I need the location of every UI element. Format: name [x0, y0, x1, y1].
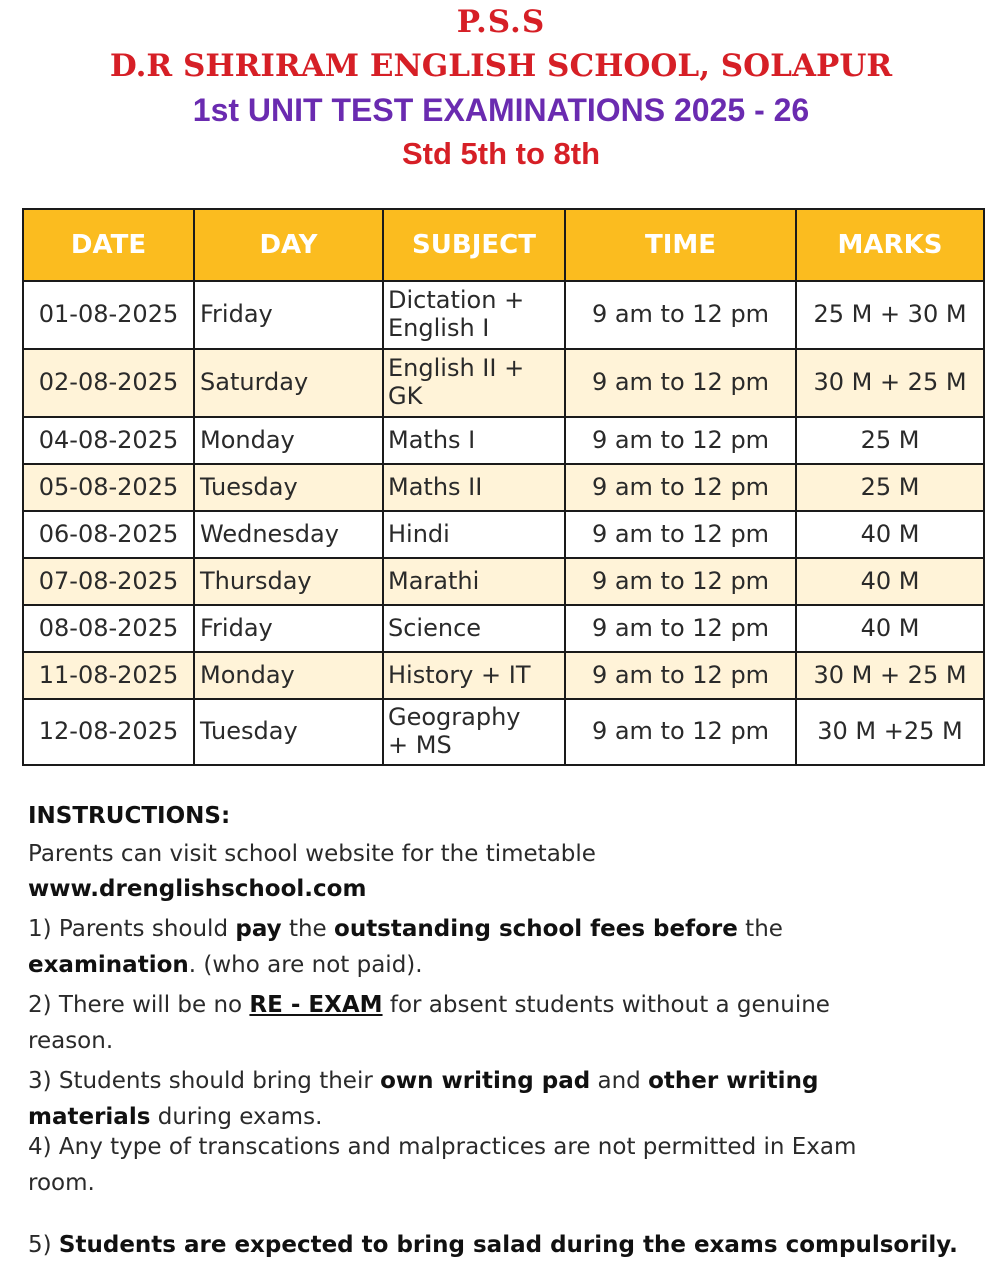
table-row — [23, 281, 984, 349]
text-run: the — [737, 916, 783, 942]
column-header-marks: MARKS — [796, 209, 984, 281]
cell-day: Saturday — [194, 349, 383, 417]
cell-date: 07-08-2025 — [23, 558, 194, 605]
table-row — [23, 699, 984, 765]
table-row — [23, 349, 984, 417]
cell-day: Friday — [194, 605, 383, 652]
text-run: for absent students without a genuine — [382, 992, 830, 1018]
cell-time: 9 am to 12 pm — [565, 652, 796, 699]
cell-subject: Maths I — [383, 417, 565, 464]
column-header-date: DATE — [23, 209, 194, 281]
table-row — [23, 464, 984, 511]
cell-date: 04-08-2025 — [23, 417, 194, 464]
subject-line-2: English I — [388, 314, 490, 342]
cell-marks: 30 M +25 M — [796, 699, 984, 765]
cell-day: Monday — [194, 417, 383, 464]
cell-time: 9 am to 12 pm — [565, 558, 796, 605]
text-run: 4) Any type of transcations and malpractices are not permitted in Exam — [28, 1134, 857, 1160]
instruction-item-1 — [28, 911, 983, 983]
cell-day: Tuesday — [194, 464, 383, 511]
instructions-intro: Parents can visit school website for the timetable — [28, 841, 596, 867]
cell-subject: Science — [383, 605, 565, 652]
text-run: materials — [28, 1104, 151, 1130]
table-row — [23, 417, 984, 464]
cell-marks: 25 M + 30 M — [796, 281, 984, 349]
column-header-day: DAY — [194, 209, 383, 281]
text-run: outstanding school fees before — [334, 916, 738, 942]
cell-day: Thursday — [194, 558, 383, 605]
cell-subject: History + IT — [383, 652, 565, 699]
text-run: RE - EXAM — [249, 992, 383, 1018]
text-run: . (who are not paid). — [188, 952, 423, 978]
text-run: other writing — [648, 1068, 819, 1094]
table-row — [23, 605, 984, 652]
cell-day: Wednesday — [194, 511, 383, 558]
cell-date: 08-08-2025 — [23, 605, 194, 652]
cell-date: 11-08-2025 — [23, 652, 194, 699]
cell-date: 12-08-2025 — [23, 699, 194, 765]
school-name: D.R SHRIRAM ENGLISH SCHOOL, SOLAPUR — [109, 48, 893, 84]
timetable — [22, 208, 985, 766]
subject-line-1: Geography — [388, 703, 521, 732]
instruction-item-3 — [28, 1063, 983, 1135]
text-run: pay — [235, 916, 282, 942]
table-row — [23, 652, 984, 699]
cell-marks: 40 M — [796, 558, 984, 605]
subject-line-2: GK — [388, 382, 423, 410]
cell-marks: 40 M — [796, 511, 984, 558]
cell-day: Friday — [194, 281, 383, 349]
table-row — [23, 558, 984, 605]
text-run: 1) Parents should — [28, 916, 236, 942]
cell-subject — [383, 281, 565, 349]
text-run: and — [590, 1068, 649, 1094]
org-title: P.S.S — [456, 4, 546, 40]
standard-label: Std 5th to 8th — [401, 136, 601, 171]
cell-date: 02-08-2025 — [23, 349, 194, 417]
exam-title: 1st UNIT TEST EXAMINATIONS 2025 - 26 — [192, 92, 810, 128]
text-run: during exams. — [150, 1104, 323, 1130]
cell-time: 9 am to 12 pm — [565, 417, 796, 464]
cell-date: 06-08-2025 — [23, 511, 194, 558]
instructions-heading: INSTRUCTIONS: — [28, 803, 231, 829]
cell-marks: 40 M — [796, 605, 984, 652]
cell-marks: 25 M — [796, 417, 984, 464]
cell-subject: Maths II — [383, 464, 565, 511]
text-run: room. — [28, 1170, 95, 1196]
column-header-time: TIME — [565, 209, 796, 281]
cell-subject — [383, 699, 565, 765]
instruction-item-5 — [28, 1227, 983, 1263]
cell-marks: 30 M + 25 M — [796, 652, 984, 699]
table-row — [23, 511, 984, 558]
cell-marks: 25 M — [796, 464, 984, 511]
cell-date: 01-08-2025 — [23, 281, 194, 349]
subject-line-1: English II + — [388, 354, 525, 383]
school-website-link[interactable]: www.drenglishschool.com — [28, 876, 367, 902]
cell-marks: 30 M + 25 M — [796, 349, 984, 417]
column-header-subject: SUBJECT — [383, 209, 565, 281]
text-run: own writing pad — [380, 1068, 591, 1094]
cell-time: 9 am to 12 pm — [565, 699, 796, 765]
instruction-item-4 — [28, 1129, 983, 1201]
cell-time: 9 am to 12 pm — [565, 605, 796, 652]
cell-time: 9 am to 12 pm — [565, 349, 796, 417]
text-run: 3) Students should bring their — [28, 1068, 381, 1094]
cell-day: Monday — [194, 652, 383, 699]
text-run: 5) — [28, 1232, 59, 1258]
instruction-item-2 — [28, 987, 983, 1059]
text-run: Students are expected to bring salad during the exams compulsorily. — [58, 1232, 958, 1258]
cell-subject: Hindi — [383, 511, 565, 558]
text-run: reason. — [28, 1028, 114, 1054]
cell-subject — [383, 349, 565, 417]
cell-time: 9 am to 12 pm — [565, 511, 796, 558]
text-run: the — [281, 916, 335, 942]
cell-subject: Marathi — [383, 558, 565, 605]
subject-line-1: Dictation + — [388, 286, 525, 315]
subject-line-2: + MS — [388, 731, 452, 759]
cell-day: Tuesday — [194, 699, 383, 765]
cell-date: 05-08-2025 — [23, 464, 194, 511]
text-run: 2) There will be no — [28, 992, 250, 1018]
text-run: examination — [28, 952, 189, 978]
timetable-header-row — [23, 209, 984, 281]
cell-time: 9 am to 12 pm — [565, 464, 796, 511]
cell-time: 9 am to 12 pm — [565, 281, 796, 349]
